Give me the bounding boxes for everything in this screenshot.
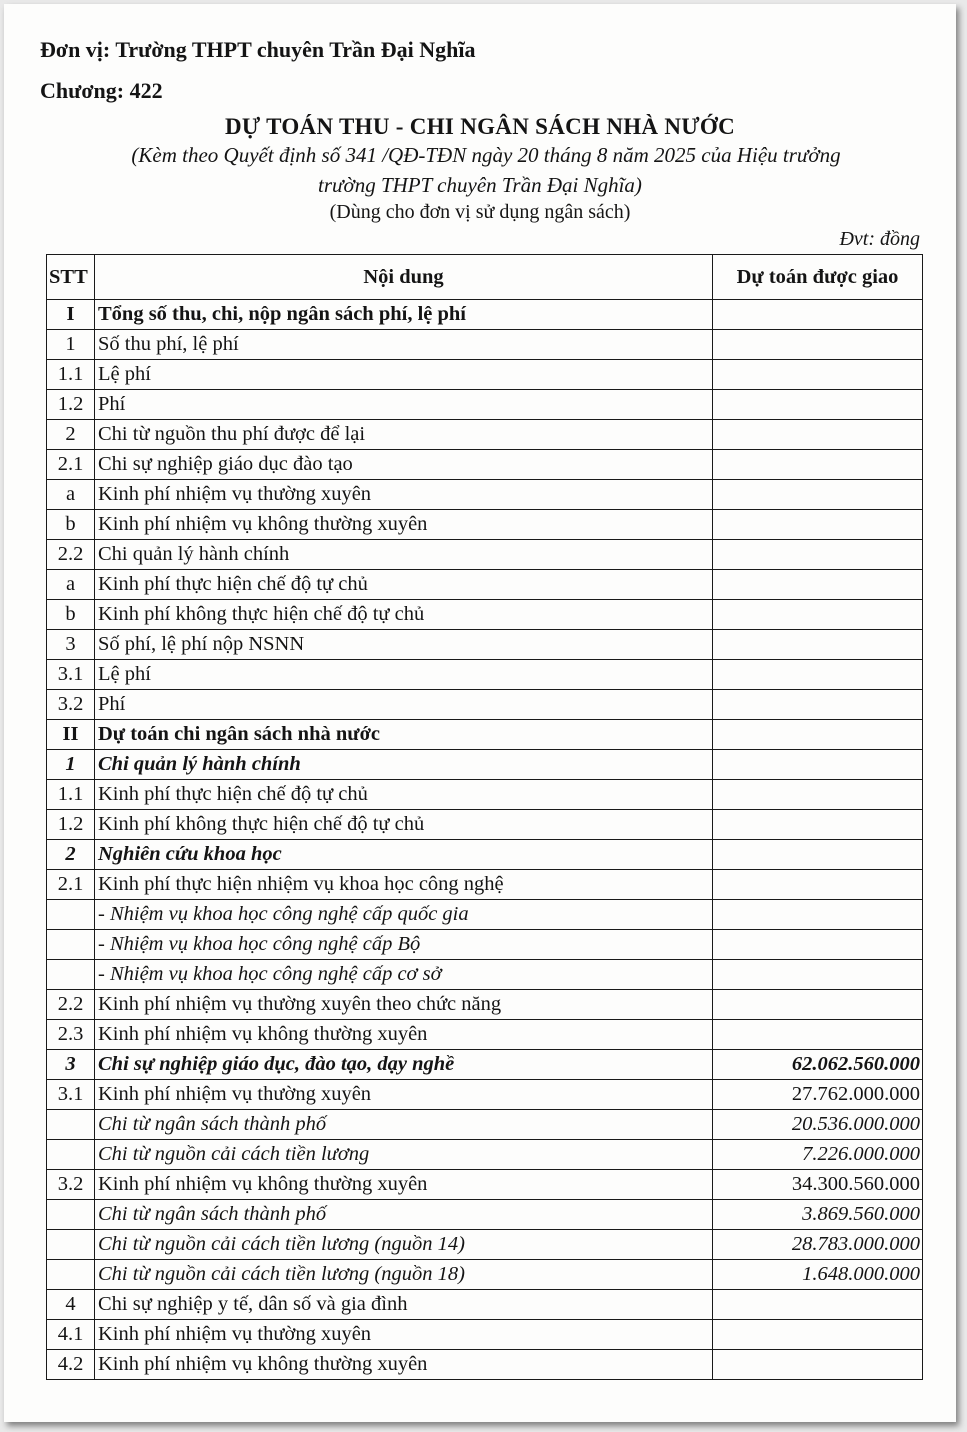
row-amount-cell	[713, 660, 923, 690]
row-stt-cell	[47, 1110, 95, 1140]
row-content-cell: Kinh phí không thực hiện chế độ tự chủ	[95, 810, 713, 840]
row-amount-cell	[713, 330, 923, 360]
row-amount-cell	[713, 450, 923, 480]
row-amount-cell	[713, 840, 923, 870]
table-row	[47, 390, 923, 420]
row-stt-cell	[47, 1260, 95, 1290]
table-row	[47, 840, 923, 870]
row-amount-cell	[713, 720, 923, 750]
row-content-cell: Kinh phí thực hiện chế độ tự chủ	[95, 780, 713, 810]
row-amount-cell: 7.226.000.000	[713, 1140, 923, 1170]
row-stt-cell: 1.1	[47, 360, 95, 390]
document-page	[4, 4, 956, 1422]
row-stt-cell	[47, 1140, 95, 1170]
row-amount-cell	[713, 1350, 923, 1380]
table-row	[47, 1110, 923, 1140]
row-content-cell: Chi từ nguồn cải cách tiền lương	[95, 1140, 713, 1170]
row-content-cell: Kinh phí nhiệm vụ thường xuyên	[95, 1320, 713, 1350]
column-header-content: Nội dung	[95, 255, 713, 300]
row-content-cell: Nghiên cứu khoa học	[95, 840, 713, 870]
row-amount-cell	[713, 540, 923, 570]
row-stt-cell: 2.2	[47, 990, 95, 1020]
row-stt-cell: 3.2	[47, 1170, 95, 1200]
usage-note: (Dùng cho đơn vị sử dụng ngân sách)	[329, 201, 631, 223]
row-stt-cell: 1.2	[47, 390, 95, 420]
table-row	[47, 420, 923, 450]
table-row	[47, 1290, 923, 1320]
table-row	[47, 540, 923, 570]
row-amount-cell: 27.762.000.000	[713, 1080, 923, 1110]
row-amount-cell	[713, 300, 923, 330]
row-amount-cell	[713, 750, 923, 780]
table-row	[47, 1230, 923, 1260]
table-body	[47, 300, 923, 1380]
row-stt-cell	[47, 930, 95, 960]
row-amount-cell: 3.869.560.000	[713, 1200, 923, 1230]
row-stt-cell: 3.2	[47, 690, 95, 720]
table-row	[47, 660, 923, 690]
table-row	[47, 300, 923, 330]
row-stt-cell: 2.1	[47, 870, 95, 900]
row-content-cell: Kinh phí thực hiện chế độ tự chủ	[95, 570, 713, 600]
row-content-cell: Kinh phí nhiệm vụ thường xuyên	[95, 1080, 713, 1110]
row-content-cell: Kinh phí thực hiện nhiệm vụ khoa học công nghệ	[95, 870, 713, 900]
table-row	[47, 1200, 923, 1230]
row-stt-cell: 3	[47, 630, 95, 660]
row-amount-cell	[713, 510, 923, 540]
row-content-cell: Tổng số thu, chi, nộp ngân sách phí, lệ phí	[95, 300, 713, 330]
row-content-cell: Kinh phí nhiệm vụ thường xuyên	[95, 480, 713, 510]
row-content-cell: Kinh phí nhiệm vụ không thường xuyên	[95, 1170, 713, 1200]
row-amount-cell	[713, 600, 923, 630]
table-row	[47, 1140, 923, 1170]
row-content-cell: Kinh phí nhiệm vụ không thường xuyên	[95, 1350, 713, 1380]
row-stt-cell: 2	[47, 420, 95, 450]
table-row	[47, 510, 923, 540]
currency-unit-note: Đvt: đồng	[839, 228, 920, 250]
row-content-cell: - Nhiệm vụ khoa học công nghệ cấp cơ sở	[95, 960, 713, 990]
budget-table	[46, 254, 923, 1380]
column-header-amount: Dự toán được giao	[713, 255, 923, 300]
table-row	[47, 1020, 923, 1050]
table-row	[47, 330, 923, 360]
row-amount-cell	[713, 480, 923, 510]
row-stt-cell: 2.1	[47, 450, 95, 480]
row-content-cell: Phí	[95, 690, 713, 720]
table-header-row	[47, 255, 923, 300]
row-stt-cell: a	[47, 480, 95, 510]
row-content-cell: - Nhiệm vụ khoa học công nghệ cấp Bộ	[95, 930, 713, 960]
row-amount-cell: 1.648.000.000	[713, 1260, 923, 1290]
table-row	[47, 960, 923, 990]
row-content-cell: Chi quản lý hành chính	[95, 750, 713, 780]
row-stt-cell	[47, 1200, 95, 1230]
row-amount-cell: 62.062.560.000	[713, 1050, 923, 1080]
row-content-cell: Số phí, lệ phí nộp NSNN	[95, 630, 713, 660]
row-stt-cell: 4.1	[47, 1320, 95, 1350]
row-content-cell: Chi sự nghiệp y tế, dân số và gia đình	[95, 1290, 713, 1320]
row-stt-cell: 1.1	[47, 780, 95, 810]
row-amount-cell	[713, 930, 923, 960]
row-content-cell: Chi từ ngân sách thành phố	[95, 1110, 713, 1140]
row-content-cell: Dự toán chi ngân sách nhà nước	[95, 720, 713, 750]
table-row	[47, 570, 923, 600]
document-title: DỰ TOÁN THU - CHI NGÂN SÁCH NHÀ NƯỚC	[224, 114, 736, 139]
table-row	[47, 900, 923, 930]
row-stt-cell: b	[47, 510, 95, 540]
table-row	[47, 780, 923, 810]
row-amount-cell	[713, 360, 923, 390]
row-amount-cell	[713, 900, 923, 930]
table-row	[47, 600, 923, 630]
row-content-cell: Kinh phí không thực hiện chế độ tự chủ	[95, 600, 713, 630]
table-row	[47, 1080, 923, 1110]
row-amount-cell	[713, 390, 923, 420]
table-row	[47, 720, 923, 750]
table-row	[47, 360, 923, 390]
row-content-cell: Phí	[95, 390, 713, 420]
table-row	[47, 990, 923, 1020]
row-content-cell: - Nhiệm vụ khoa học công nghệ cấp quốc gia	[95, 900, 713, 930]
decision-reference-line2: trường THPT chuyên Trần Đại Nghĩa)	[318, 173, 642, 197]
row-content-cell: Chi sự nghiệp giáo dục, đào tạo, dạy nghề	[95, 1050, 713, 1080]
row-amount-cell: 34.300.560.000	[713, 1170, 923, 1200]
row-stt-cell: 3.1	[47, 1080, 95, 1110]
row-amount-cell	[713, 570, 923, 600]
row-stt-cell	[47, 960, 95, 990]
table-row	[47, 1050, 923, 1080]
row-stt-cell: b	[47, 600, 95, 630]
row-amount-cell	[713, 1020, 923, 1050]
table-row	[47, 630, 923, 660]
row-amount-cell	[713, 870, 923, 900]
row-content-cell: Chi từ ngân sách thành phố	[95, 1200, 713, 1230]
row-stt-cell: 3.1	[47, 660, 95, 690]
row-content-cell: Lệ phí	[95, 660, 713, 690]
row-stt-cell: I	[47, 300, 95, 330]
row-content-cell: Chi từ nguồn cải cách tiền lương (nguồn 14)	[95, 1230, 713, 1260]
chapter-code: Chương: 422	[40, 78, 163, 103]
table-row	[47, 1170, 923, 1200]
row-content-cell: Số thu phí, lệ phí	[95, 330, 713, 360]
row-content-cell: Chi sự nghiệp giáo dục đào tạo	[95, 450, 713, 480]
row-content-cell: Chi từ nguồn thu phí được để lại	[95, 420, 713, 450]
decision-reference-line1: (Kèm theo Quyết định số 341 /QĐ-TĐN ngày 20 tháng 8 năm 2025 của Hiệu trưởng	[131, 143, 841, 167]
row-stt-cell	[47, 1230, 95, 1260]
row-amount-cell	[713, 1320, 923, 1350]
column-header-stt: STT	[47, 255, 95, 300]
table-row	[47, 1260, 923, 1290]
row-stt-cell: 2.3	[47, 1020, 95, 1050]
row-amount-cell	[713, 960, 923, 990]
row-stt-cell: a	[47, 570, 95, 600]
row-stt-cell: 2	[47, 840, 95, 870]
row-amount-cell	[713, 1290, 923, 1320]
row-amount-cell	[713, 780, 923, 810]
table-row	[47, 930, 923, 960]
row-amount-cell: 28.783.000.000	[713, 1230, 923, 1260]
row-amount-cell	[713, 690, 923, 720]
unit-name: Đơn vị: Trường THPT chuyên Trần Đại Nghĩa	[40, 37, 476, 62]
row-amount-cell	[713, 630, 923, 660]
row-stt-cell: 4.2	[47, 1350, 95, 1380]
row-stt-cell: 1	[47, 330, 95, 360]
table-row	[47, 480, 923, 510]
row-stt-cell	[47, 900, 95, 930]
table-row	[47, 1320, 923, 1350]
row-stt-cell: 1.2	[47, 810, 95, 840]
row-amount-cell	[713, 420, 923, 450]
row-stt-cell: 4	[47, 1290, 95, 1320]
row-amount-cell: 20.536.000.000	[713, 1110, 923, 1140]
row-content-cell: Lệ phí	[95, 360, 713, 390]
row-content-cell: Kinh phí nhiệm vụ thường xuyên theo chức năng	[95, 990, 713, 1020]
table-row	[47, 690, 923, 720]
table-row	[47, 1350, 923, 1380]
table-row	[47, 870, 923, 900]
table-row	[47, 810, 923, 840]
row-content-cell: Chi quản lý hành chính	[95, 540, 713, 570]
row-content-cell: Kinh phí nhiệm vụ không thường xuyên	[95, 1020, 713, 1050]
row-amount-cell	[713, 990, 923, 1020]
row-content-cell: Kinh phí nhiệm vụ không thường xuyên	[95, 510, 713, 540]
table-row	[47, 750, 923, 780]
row-amount-cell	[713, 810, 923, 840]
table-row	[47, 450, 923, 480]
row-stt-cell: 3	[47, 1050, 95, 1080]
row-content-cell: Chi từ nguồn cải cách tiền lương (nguồn 18)	[95, 1260, 713, 1290]
row-stt-cell: II	[47, 720, 95, 750]
row-stt-cell: 1	[47, 750, 95, 780]
row-stt-cell: 2.2	[47, 540, 95, 570]
